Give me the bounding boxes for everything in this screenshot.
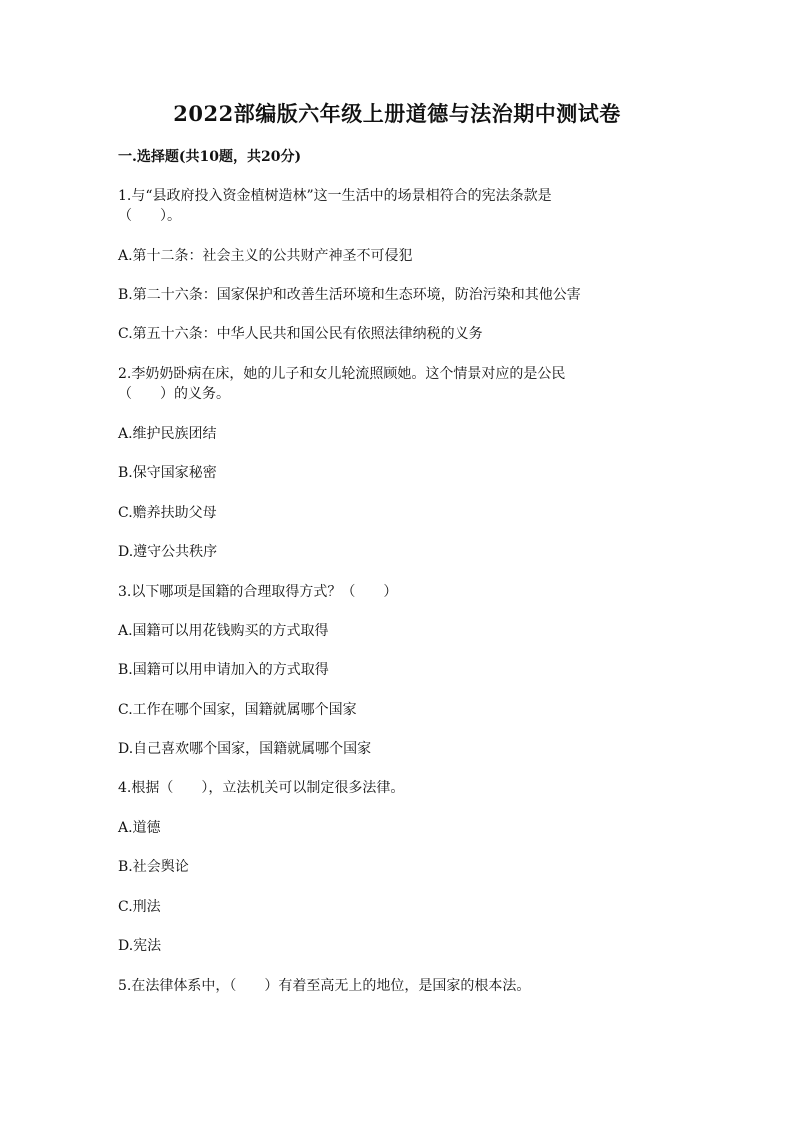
- question-1-option-a: A.第十二条：社会主义的公共财产神圣不可侵犯: [118, 248, 413, 264]
- question-3-option-b: B.国籍可以用申请加入的方式取得: [118, 662, 329, 678]
- question-3-option-a: A.国籍可以用花钱购买的方式取得: [118, 623, 329, 639]
- question-2-stem-line1: 2.李奶奶卧病在床，她的儿子和女儿轮流照顾她。这个情景对应的是公民: [118, 366, 566, 382]
- question-3-option-c: C.工作在哪个国家，国籍就属哪个国家: [118, 702, 357, 718]
- question-5-stem-line1: 5.在法律体系中，（ ）有着至高无上的地位，是国家的根本法。: [118, 978, 531, 994]
- document-title: 2022部编版六年级上册道德与法治期中测试卷: [173, 101, 621, 126]
- question-1-option-c: C.第五十六条：中华人民共和国公民有依照法律纳税的义务: [118, 326, 483, 342]
- question-3-stem-line1: 3.以下哪项是国籍的合理取得方式？（ ）: [118, 584, 398, 600]
- question-1-option-b: B.第二十六条：国家保护和改善生活环境和生态环境，防治污染和其他公害: [118, 287, 581, 303]
- question-4-option-c: C.刑法: [118, 899, 161, 915]
- question-4-option-b: B.社会舆论: [118, 859, 189, 875]
- question-3-option-d: D.自己喜欢哪个国家，国籍就属哪个国家: [118, 741, 372, 757]
- question-2-stem-line2: （ ）的义务。: [118, 386, 230, 402]
- question-2-option-c: C.赡养扶助父母: [118, 505, 217, 521]
- section-heading: 一.选择题(共10题，共20分): [118, 149, 302, 165]
- question-4-stem-line1: 4.根据（ ），立法机关可以制定很多法律。: [118, 780, 405, 796]
- question-4-option-a: A.道德: [118, 820, 161, 836]
- question-2-option-b: B.保守国家秘密: [118, 465, 217, 481]
- question-2-option-d: D.遵守公共秩序: [118, 544, 218, 560]
- question-1-stem-line2: （ ）。: [118, 208, 181, 224]
- question-2-option-a: A.维护民族团结: [118, 426, 217, 442]
- question-4-option-d: D.宪法: [118, 938, 162, 954]
- question-1-stem-line1: 1.与“县政府投入资金植树造林”这一生活中的场景相符合的宪法条款是: [118, 188, 552, 204]
